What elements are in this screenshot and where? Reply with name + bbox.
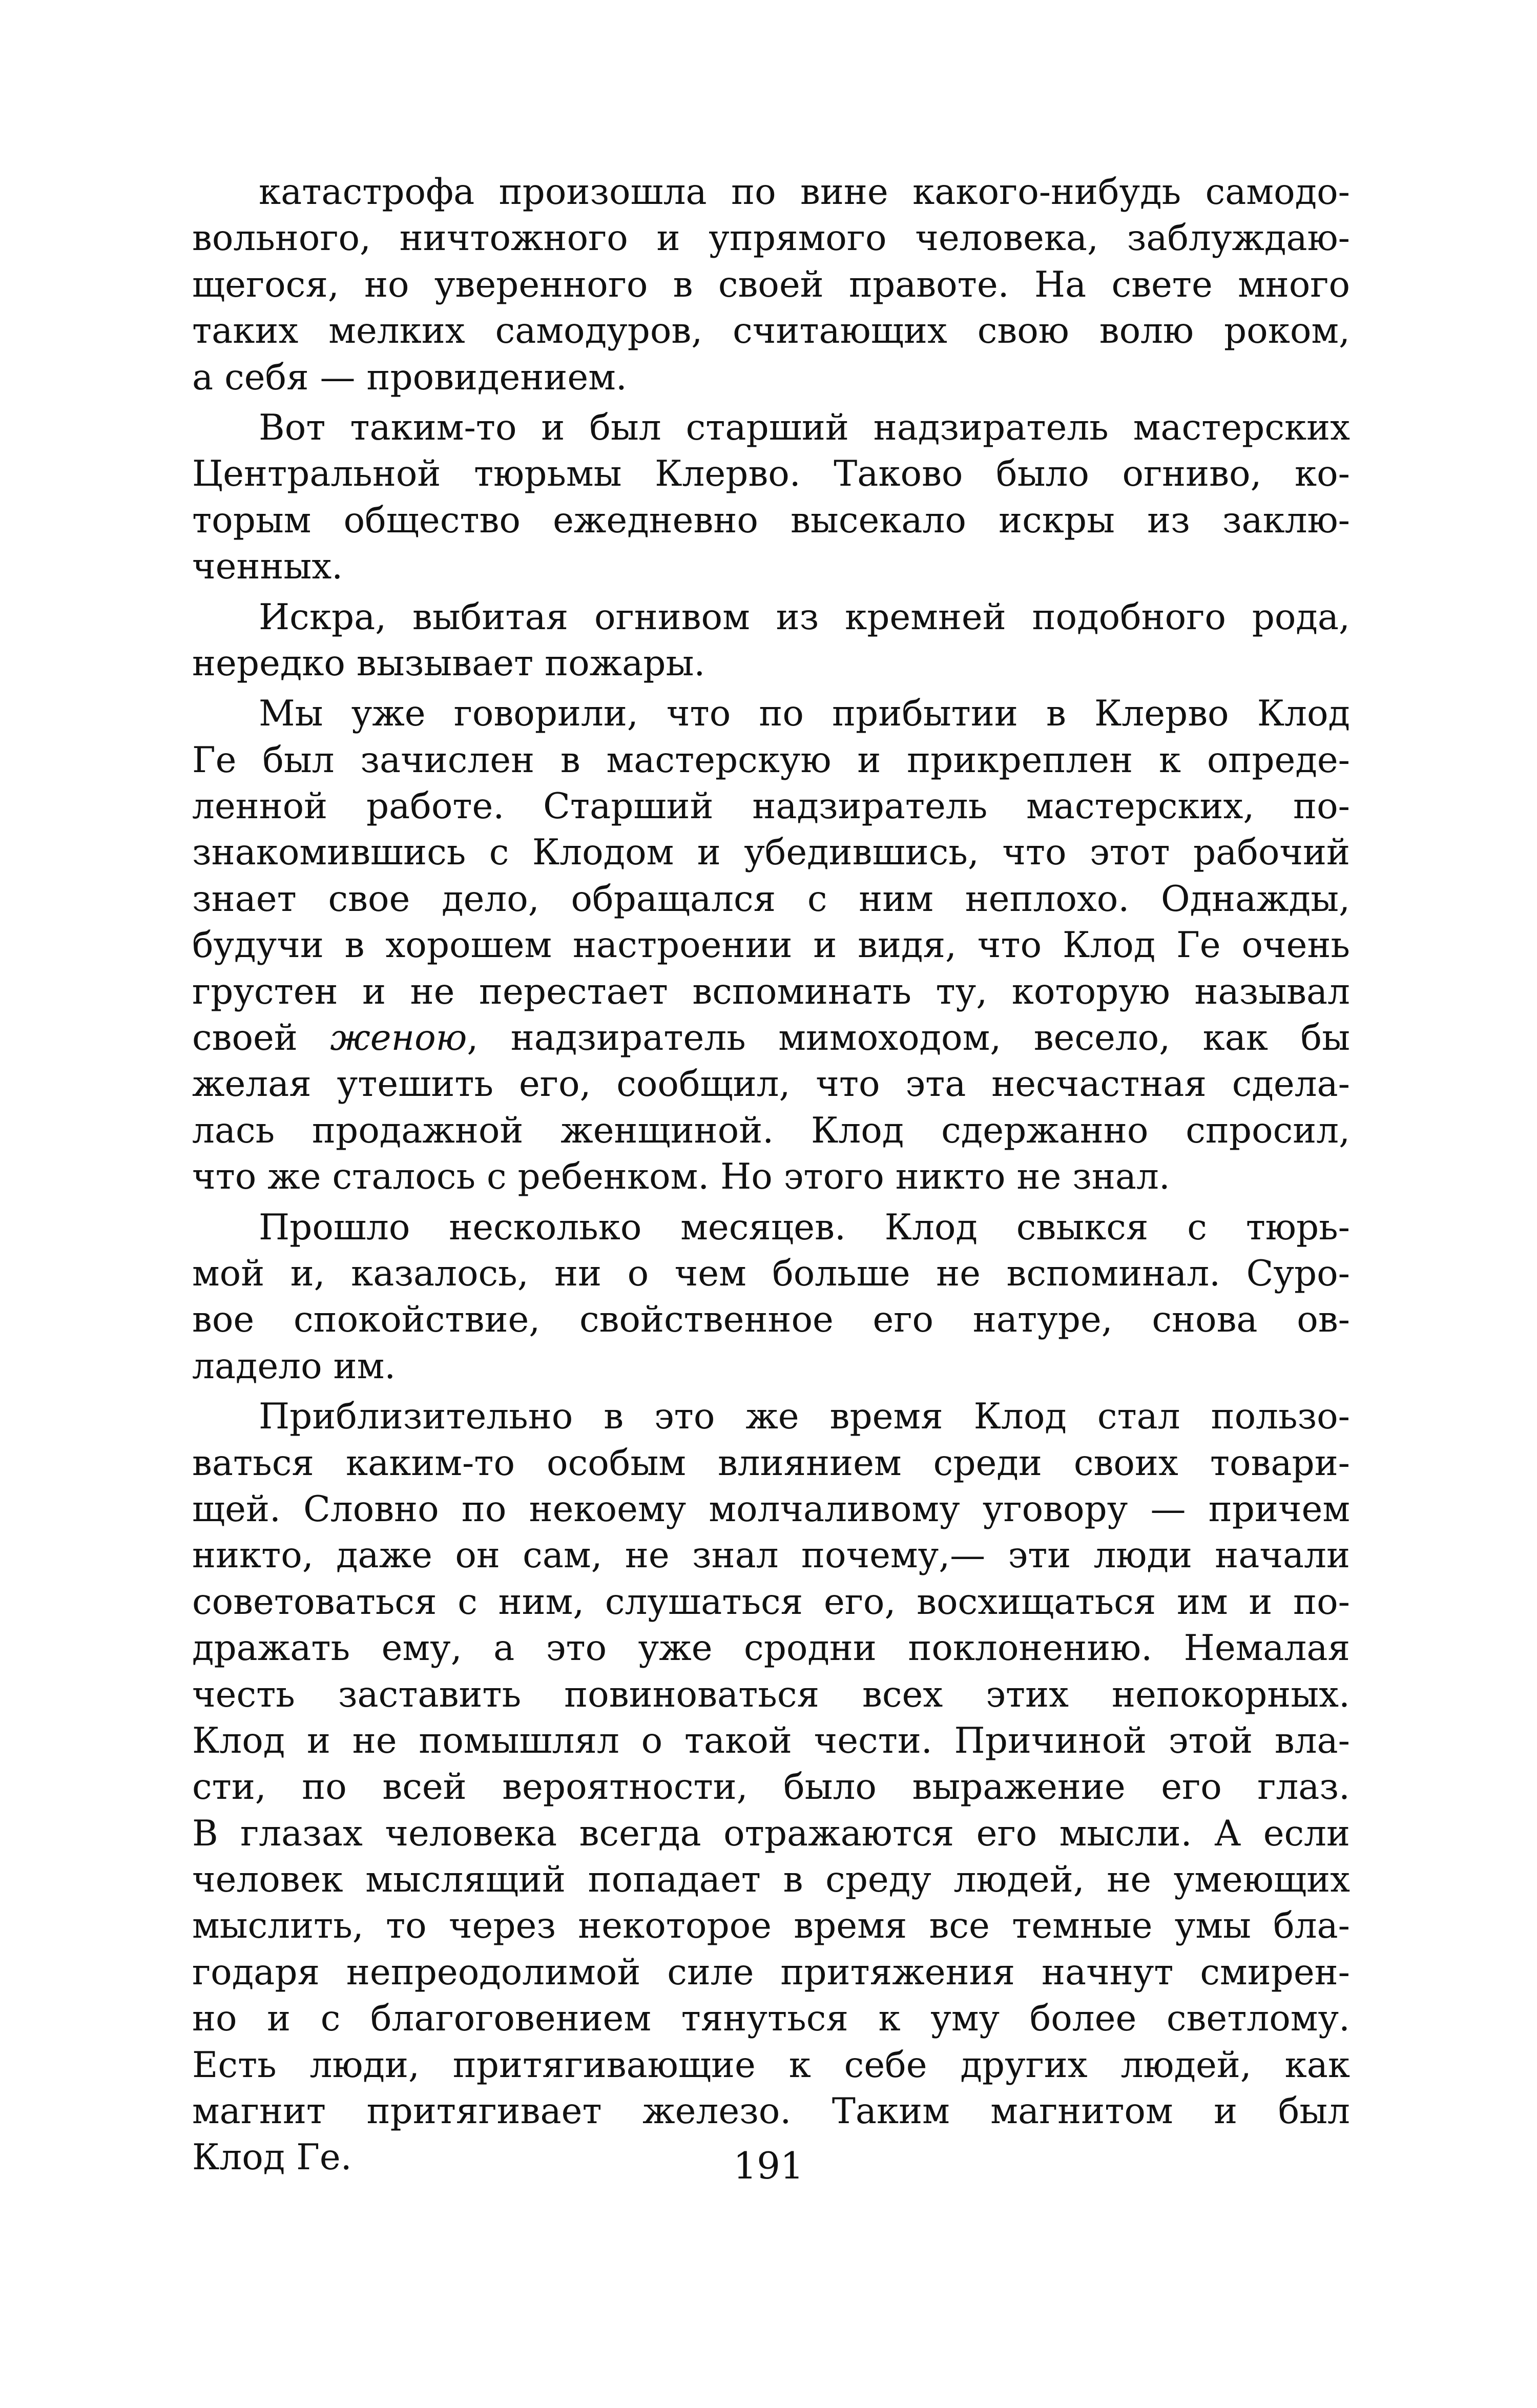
text-line: лась продажной женщиной. Клод сдержанно спросил, bbox=[192, 1110, 1350, 1151]
text-line: Мы уже говорили, что по прибытии в Клерво Клод bbox=[259, 693, 1350, 735]
emphasis: женою bbox=[330, 1018, 467, 1059]
text-line: годаря непреодолимой силе притяжения начнут смирен- bbox=[192, 1952, 1350, 1993]
page-body bbox=[192, 169, 1350, 2185]
text-line: честь заставить повиноваться всех этих непокорных. bbox=[192, 1674, 1350, 1715]
text-line: мой и, казалось, ни о чем больше не вспоминал. Суро- bbox=[192, 1253, 1350, 1294]
paragraph bbox=[192, 691, 1350, 1200]
paragraph bbox=[192, 405, 1350, 590]
text-line: знает свое дело, обращался с ним неплохо. Однажды, bbox=[192, 878, 1350, 920]
text-line: грустен и не перестает вспоминать ту, которую называл bbox=[192, 971, 1350, 1012]
text-line: нередко вызывает пожары. bbox=[192, 642, 705, 684]
text-line: но и с благоговением тянуться к уму более светлому. bbox=[192, 1998, 1350, 2040]
text-line: ваться каким-то особым влиянием среди своих товари- bbox=[192, 1442, 1350, 1484]
text-line: человек мыслящий попадает в среду людей, не умеющих bbox=[192, 1859, 1350, 1901]
paragraph bbox=[192, 1394, 1350, 2181]
text-line: Вот таким-то и был старший надзиратель мастерских bbox=[259, 407, 1350, 448]
text-line: ленной работе. Старший надзиратель мастерских, по- bbox=[192, 786, 1350, 827]
text-line: щегося, но уверенного в своей правоте. На свете много bbox=[192, 264, 1350, 305]
text-line: ченных. bbox=[192, 546, 343, 588]
text-line: Ге был зачислен в мастерскую и прикреплен к опреде- bbox=[192, 739, 1350, 781]
text-line: щей. Словно по некоему молчаливому уговору — причем bbox=[192, 1488, 1350, 1530]
text-line: вольного, ничтожного и упрямого человека, заблуждаю- bbox=[192, 218, 1350, 259]
text-line: катастрофа произошла по вине какого-нибудь самодо- bbox=[259, 172, 1350, 213]
text-line: знакомившись с Клодом и убедившись, что этот рабочий bbox=[192, 832, 1350, 874]
text-line: желая утешить его, сообщил, что эта несчастная сдела- bbox=[192, 1064, 1350, 1105]
text-line: что же сталось с ребенком. Но этого никто не знал. bbox=[192, 1156, 1170, 1198]
paragraph bbox=[192, 169, 1350, 401]
text-line: В глазах человека всегда отражаются его мысли. А если bbox=[192, 1813, 1350, 1854]
text-line: вое спокойствие, свойственное его натуре, снова ов- bbox=[192, 1299, 1350, 1341]
text-line: дражать ему, а это уже сродни поклонению. Немалая bbox=[192, 1628, 1350, 1669]
text-line: Приблизительно в это же время Клод стал пользо- bbox=[259, 1396, 1350, 1438]
text-line: мыслить, то через некоторое время все темные умы бла- bbox=[192, 1905, 1350, 1947]
text-line: будучи в хорошем настроении и видя, что Клод Ге очень bbox=[192, 925, 1350, 966]
text-line: магнит притягивает железо. Таким магнитом и был bbox=[192, 2091, 1350, 2132]
paragraph bbox=[192, 1205, 1350, 1390]
text-line: торым общество ежедневно высекало искры из заклю- bbox=[192, 500, 1350, 541]
text-line: Клод Ге. bbox=[192, 2137, 352, 2178]
text-line: Центральной тюрьмы Клерво. Таково было огниво, ко- bbox=[192, 453, 1350, 495]
text-line: ладело им. bbox=[192, 1345, 396, 1387]
paragraph bbox=[192, 594, 1350, 687]
text-line: Искра, выбитая огнивом из кремней подобного рода, bbox=[259, 596, 1350, 638]
text-line: таких мелких самодуров, считающих свою волю роком, bbox=[192, 310, 1350, 352]
page-number: 191 bbox=[733, 2144, 804, 2187]
text-line: Прошло несколько месяцев. Клод свыкся с тюрь- bbox=[259, 1207, 1350, 1248]
text-line: никто, даже он сам, не знал почему,— эти люди начали bbox=[192, 1535, 1350, 1576]
text-line: а себя — провидением. bbox=[192, 357, 627, 398]
text-line: своей женою, надзиратель мимоходом, весело, как бы bbox=[192, 1018, 1350, 1059]
text-line: Есть люди, притягивающие к себе других людей, как bbox=[192, 2044, 1350, 2086]
text-line: сти, по всей вероятности, было выражение его глаз. bbox=[192, 1767, 1350, 1808]
text-line: Клод и не помышлял о такой чести. Причиной этой вла- bbox=[192, 1720, 1350, 1761]
text-line: советоваться с ним, слушаться его, восхищаться им и по- bbox=[192, 1581, 1350, 1623]
